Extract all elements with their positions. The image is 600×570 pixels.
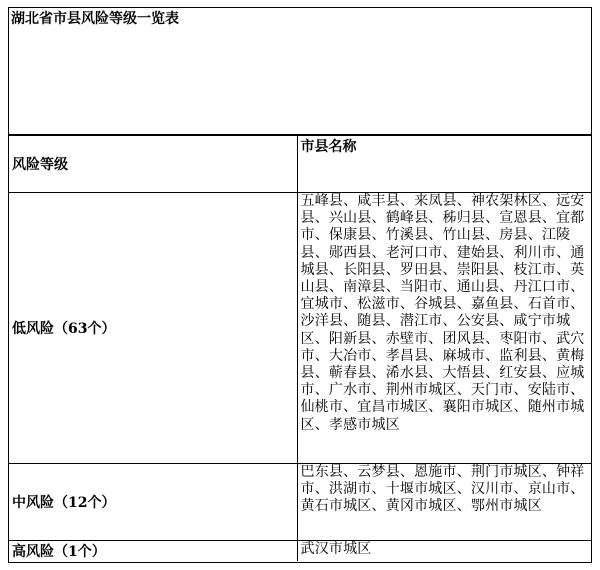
risk-level-table <box>9 135 591 561</box>
high-risk-level-label: 高风险（1个） <box>9 541 297 562</box>
low-risk-county-list: 五峰县、咸丰县、来凤县、神农架林区、远安县、兴山县、鹤峰县、秭归县、宣恩县、宜都市、保康县、竹溪县、竹山县、房县、江陵县、郧西县、老河口市、建始县、利川市、通城县、长阳县、罗田县、崇阳县、枝江市、英山县、南漳县、当阳市、通山县、丹江口市、宜城市、松滋市、谷城县、嘉鱼县、石首市、沙洋县、随县、潜江市、公安县、咸宁市城区、阳新县、赤壁市、团风县、枣阳市、武穴市、大冶市、孝昌县、麻城市、监利县、黄梅县、蕲春县、浠水县、大悟县、红安县、应城市、广水市、荆州市城区、天门市、安陆市、仙桃市、宜昌市城区、襄阳市城区、随州市城区、孝感市城区 <box>297 193 591 464</box>
header-county-names: 市县名称 <box>297 136 591 193</box>
table-header-row <box>9 136 591 193</box>
medium-risk-level-label: 中风险（12个） <box>9 464 297 541</box>
table-row-medium-risk <box>9 464 591 541</box>
high-risk-county-list: 武汉市城区 <box>297 541 591 562</box>
table-title: 湖北省市县风险等级一览表 <box>9 8 591 135</box>
risk-level-table-sheet <box>8 7 592 563</box>
low-risk-level-label: 低风险（63个） <box>9 193 297 464</box>
table-row-high-risk <box>9 541 591 562</box>
medium-risk-county-list: 巴东县、云梦县、恩施市、荆门市城区、钟祥市、洪湖市、十堰市城区、汉川市、京山市、黄石市城区、黄冈市城区、鄂州市城区 <box>297 464 591 541</box>
table-row-low-risk <box>9 193 591 464</box>
header-risk-level: 风险等级 <box>9 136 297 193</box>
